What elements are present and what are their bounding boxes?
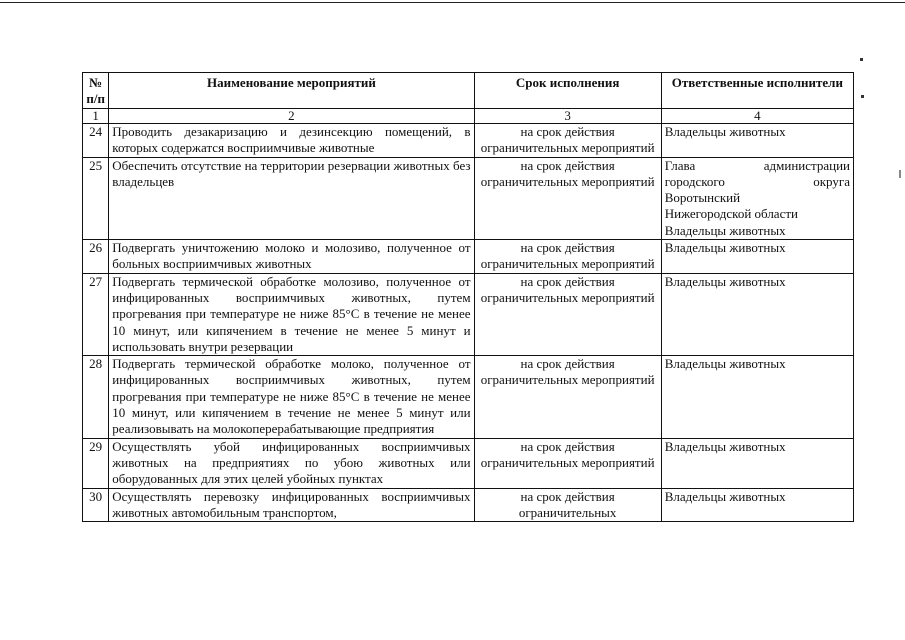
responsible-line: Глава администрации — [664, 157, 850, 173]
column-number: 1 — [83, 109, 109, 124]
responsible-line: Владельцы животных — [664, 438, 786, 454]
responsible-line: Владельцы животных — [664, 488, 786, 504]
responsible-line: Владельцы животных — [664, 240, 786, 256]
measure-responsible — [661, 438, 853, 488]
row-number: 26 — [83, 240, 109, 274]
measure-responsible — [661, 356, 853, 438]
responsible-line: Владельцы животных — [664, 273, 786, 289]
scan-speck — [899, 170, 901, 178]
measure-name: Подвергать уничтожению молоко и молозиво, полученное от больных восприимчивых животных — [109, 240, 474, 274]
measure-name: Обеспечить отсутствие на территории резервации животных без владельцев — [109, 157, 474, 239]
scan-top-border — [0, 2, 905, 3]
column-number: 2 — [109, 109, 474, 124]
table-row — [83, 356, 854, 438]
measure-term: на срок действия ограничительных мероприятий — [474, 273, 661, 355]
scan-speck — [860, 58, 863, 61]
responsible-line: Нижегородской области — [664, 206, 798, 222]
measure-name: Подвергать термической обработке молозиво, полученное от инфицированных восприимчивых животных, путем прогревания при температуре не ниже 85°С в течение не менее 10 минут, или кипячением в течение не менее 5 минут и использовать внутри резервации — [109, 273, 474, 355]
column-number-row — [83, 109, 854, 124]
table-header-row — [83, 73, 854, 109]
measure-term: на срок действия ограничительных мероприятий — [474, 438, 661, 488]
column-number: 4 — [661, 109, 853, 124]
header-responsible: Ответственные исполнители — [661, 73, 853, 109]
measure-term: на срок действия ограничительных мероприятий — [474, 356, 661, 438]
table-row — [83, 240, 854, 274]
row-number: 30 — [83, 488, 109, 522]
responsible-line: городского округа — [664, 173, 850, 189]
table-row — [83, 124, 854, 158]
header-num: № п/п — [83, 73, 109, 109]
measure-name: Осуществлять перевозку инфицированных восприимчивых животных автомобильным транспортом, — [109, 488, 474, 522]
measure-term: на срок действия ограничительных мероприятий — [474, 157, 661, 239]
measure-responsible — [661, 240, 853, 274]
measure-responsible — [661, 488, 853, 522]
measure-term: на срок действия ограничительных мероприятий — [474, 240, 661, 274]
header-term: Срок исполнения — [474, 73, 661, 109]
row-number: 27 — [83, 273, 109, 355]
scan-speck — [861, 95, 864, 98]
row-number: 28 — [83, 356, 109, 438]
table-row — [83, 273, 854, 355]
measure-responsible — [661, 124, 853, 158]
responsible-line: Владельцы животных — [664, 222, 786, 238]
row-number: 29 — [83, 438, 109, 488]
header-name: Наименование мероприятий — [109, 73, 474, 109]
row-number: 24 — [83, 124, 109, 158]
column-number: 3 — [474, 109, 661, 124]
measure-name: Осуществлять убой инфицированных восприимчивых животных на предприятиях по убою животных или оборудованных для этих целей убойных пунктах — [109, 438, 474, 488]
measures-table — [82, 72, 854, 522]
measure-term: на срок действия ограничительных мероприятий — [474, 124, 661, 158]
responsible-line: Владельцы животных — [664, 356, 786, 372]
table-row — [83, 488, 854, 522]
table-row — [83, 157, 854, 239]
responsible-line: Воротынский — [664, 190, 741, 206]
responsible-line: Владельцы животных — [664, 124, 786, 139]
measure-name: Проводить дезакаризацию и дезинсекцию помещений, в которых содержатся восприимчивые животные — [109, 124, 474, 158]
measure-responsible — [661, 273, 853, 355]
row-number: 25 — [83, 157, 109, 239]
measure-name: Подвергать термической обработке молоко, полученное от инфицированных восприимчивых животных, путем прогревания при температуре не ниже 85°С в течение не менее 10 минут, или кипячением в течение не менее 5 минут или реализовывать на молокоперерабатывающие предприятия — [109, 356, 474, 438]
measure-responsible — [661, 157, 853, 239]
measure-term: на срок действия ограничительных — [474, 488, 661, 522]
table-row — [83, 438, 854, 488]
